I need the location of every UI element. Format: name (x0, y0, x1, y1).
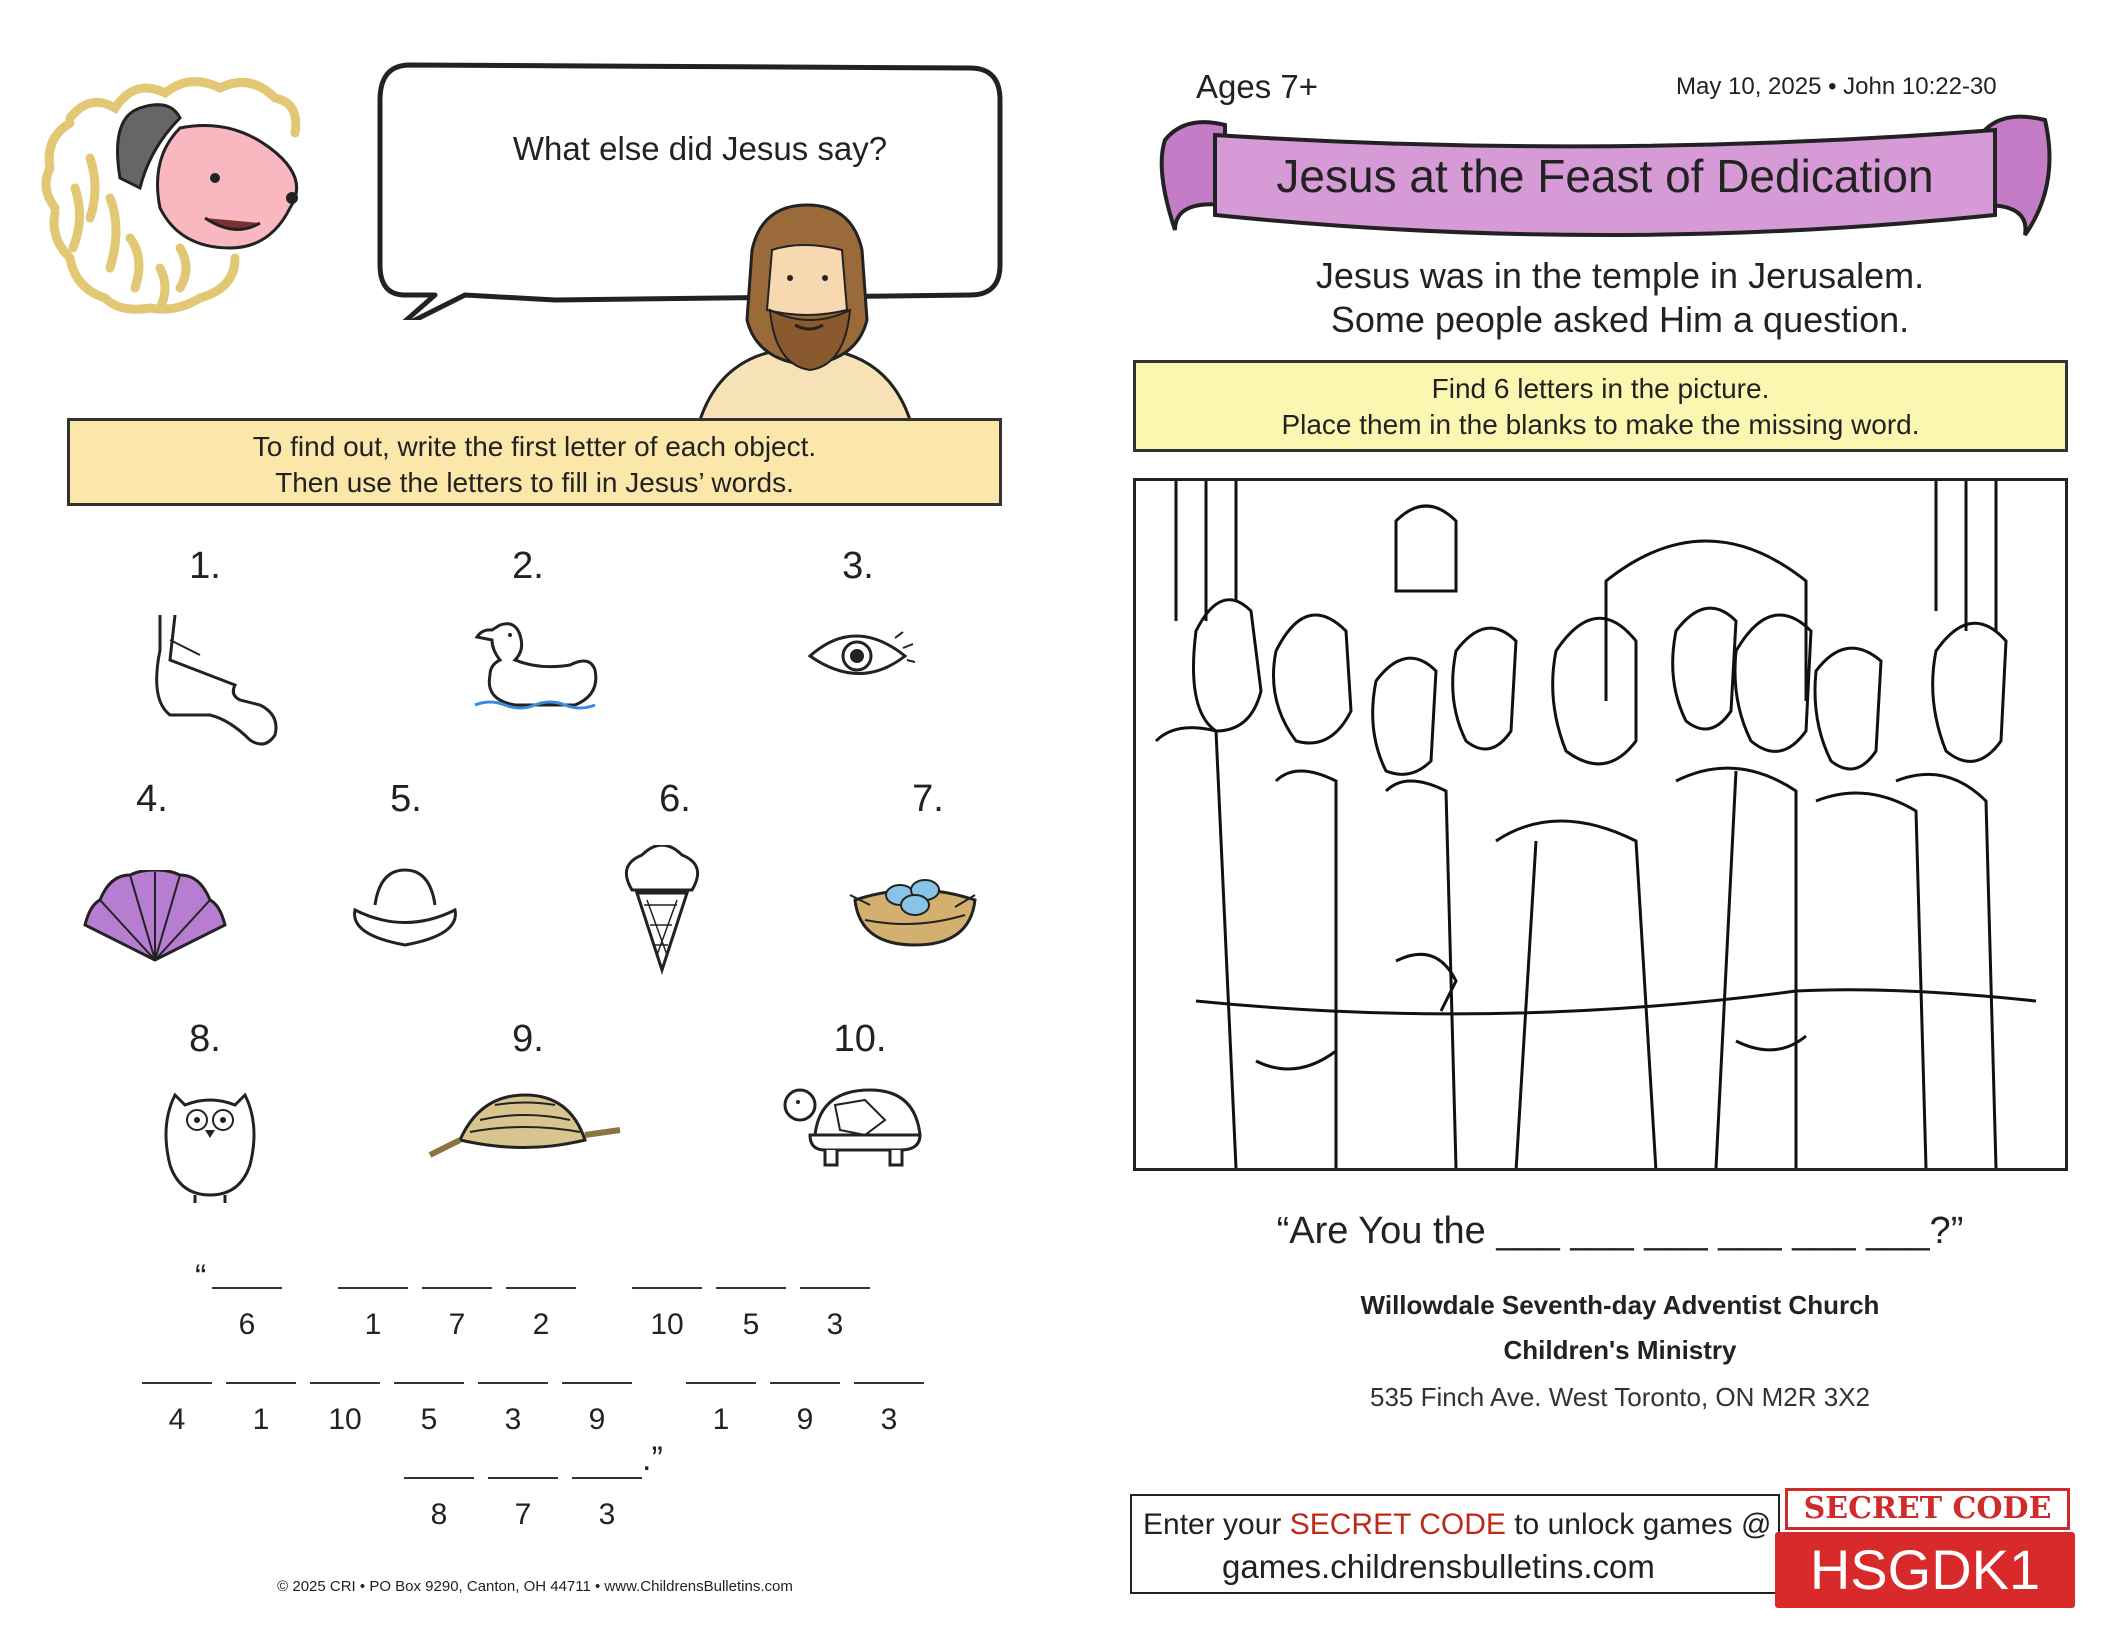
right-instruction-line-1: Find 6 letters in the picture. (1431, 373, 1770, 404)
church-name: Willowdale Seventh-day Adventist Church (1360, 1290, 1880, 1320)
answer-blank[interactable] (632, 1285, 702, 1289)
owl-icon (155, 1075, 265, 1205)
age-label: Ages 7+ (1196, 68, 1319, 105)
code-highlight: SECRET CODE (1289, 1508, 1506, 1541)
right-instruction-line-2: Place them in the blanks to make the missing word. (1281, 409, 1920, 440)
turtle-icon (780, 1080, 925, 1175)
answer-blank[interactable] (770, 1380, 840, 1384)
answer-blank[interactable] (478, 1380, 548, 1384)
date-reference: May 10, 2025 • John 10:22-30 (1676, 73, 1997, 100)
copyright-footer: © 2025 CRI • PO Box 9290, Canton, OH 44711 • www.ChildrensBulletins.com (277, 1578, 793, 1595)
blank-number: 6 (238, 1308, 256, 1341)
rope-icon (425, 1090, 625, 1165)
answer-blank[interactable] (572, 1475, 642, 1479)
item-number-4: 4. (136, 778, 168, 820)
open-quote: “ (195, 1258, 207, 1296)
code-suffix: to unlock games @ (1505, 1508, 1772, 1541)
left-instruction-line-1: To find out, write the first letter of each object. (252, 431, 817, 462)
intro-line-1: Jesus was in the temple in Jerusalem. (1315, 255, 1925, 296)
answer-blank[interactable] (506, 1285, 576, 1289)
left-instructions (67, 418, 1002, 506)
item-number-8: 8. (189, 1018, 221, 1060)
intro-line-2: Some people asked Him a question. (1330, 299, 1910, 340)
secret-code-instruction (1143, 1508, 1771, 1542)
secret-code-value: HSGDK1 (1775, 1532, 2075, 1608)
church-address: 535 Finch Ave. West Toronto, ON M2R 3X2 (1369, 1382, 1871, 1412)
item-number-3: 3. (842, 545, 874, 587)
blank-number: 8 (430, 1498, 448, 1531)
intro-text (1120, 254, 2112, 342)
page-title: Jesus at the Feast of Dedication (1276, 150, 1934, 202)
right-instructions (1133, 360, 2068, 452)
answer-blank[interactable] (488, 1475, 558, 1479)
blank-number: 4 (168, 1403, 186, 1436)
blank-number: 1 (712, 1403, 730, 1436)
blank-number: 10 (328, 1403, 362, 1436)
answer-blank[interactable] (142, 1380, 212, 1384)
games-url-link[interactable]: games.childrensbulletins.com (1222, 1548, 1655, 1585)
blank-number: 5 (742, 1308, 760, 1341)
blank-number: 7 (448, 1308, 466, 1341)
speech-text: What else did Jesus say? (512, 130, 888, 167)
answer-blank[interactable] (562, 1380, 632, 1384)
answer-blank[interactable] (686, 1380, 756, 1384)
secret-code-stamp-label: SECRET CODE (1785, 1488, 2070, 1530)
blank-number: 3 (826, 1308, 844, 1341)
answer-blank[interactable] (422, 1285, 492, 1289)
sheep-illustration (30, 58, 380, 338)
answer-blank[interactable] (212, 1285, 282, 1289)
close-quote: .” (642, 1440, 663, 1478)
fan-icon (80, 870, 230, 965)
answer-blank[interactable] (854, 1380, 924, 1384)
item-number-9: 9. (512, 1018, 544, 1060)
eye-icon (805, 628, 915, 683)
blank-number: 9 (796, 1403, 814, 1436)
item-number-2: 2. (512, 545, 544, 587)
answer-blank[interactable] (338, 1285, 408, 1289)
temple-scene-picture (1133, 478, 2068, 1171)
blank-number: 3 (598, 1498, 616, 1531)
blank-number: 3 (504, 1403, 522, 1436)
item-number-5: 5. (390, 778, 422, 820)
answer-blank[interactable] (800, 1285, 870, 1289)
title-banner (1155, 110, 2055, 260)
blank-number: 3 (880, 1403, 898, 1436)
temple-scene-drawing (1136, 481, 2065, 1168)
item-number-10: 10. (833, 1018, 887, 1060)
blank-number: 7 (514, 1498, 532, 1531)
answer-blank[interactable] (394, 1380, 464, 1384)
blank-number: 10 (650, 1308, 684, 1341)
blank-number: 1 (364, 1308, 382, 1341)
nest-icon (845, 860, 985, 950)
jesus-illustration (690, 200, 920, 420)
blank-number: 5 (420, 1403, 438, 1436)
missing-word-question: “Are You the ___ ___ ___ ___ ___ ___?” (1276, 1210, 1964, 1252)
item-number-7: 7. (912, 778, 944, 820)
ministry-name: Children's Ministry (1503, 1335, 1737, 1365)
ice-cream-icon (622, 845, 702, 975)
item-number-1: 1. (189, 545, 221, 587)
duck-icon (470, 620, 605, 710)
item-number-6: 6. (659, 778, 691, 820)
code-prefix: Enter your (1143, 1508, 1290, 1541)
blank-number: 9 (588, 1403, 606, 1436)
answer-blank[interactable] (716, 1285, 786, 1289)
answer-blank[interactable] (310, 1380, 380, 1384)
blank-number: 1 (252, 1403, 270, 1436)
hat-icon (350, 865, 460, 950)
left-instruction-line-2: Then use the letters to fill in Jesus’ words. (275, 467, 794, 498)
arm-icon (150, 610, 280, 750)
answer-blank[interactable] (226, 1380, 296, 1384)
answer-blank[interactable] (404, 1475, 474, 1479)
blank-number: 2 (532, 1308, 550, 1341)
